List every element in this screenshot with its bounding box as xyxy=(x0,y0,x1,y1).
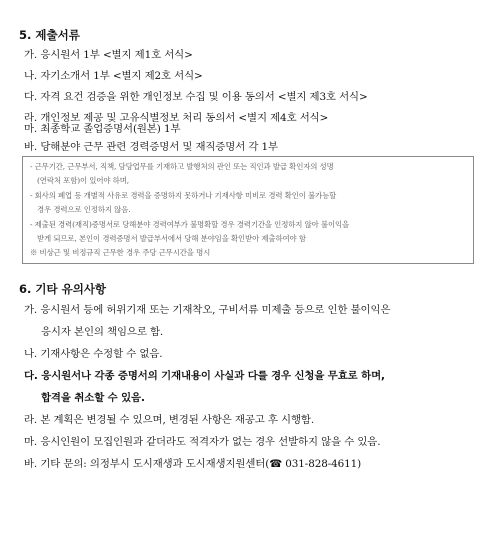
section5-heading: 5. 제출서류 xyxy=(19,28,80,42)
phone-icon: ☎ xyxy=(269,458,283,470)
note-line-2: (연락처 포함)이 있어야 하며, xyxy=(37,176,129,185)
note-line-1: - 근무기간, 근무부서, 직책, 담당업무를 기재하고 발행처의 관인 또는 직인과 발급 확인자의 성명 xyxy=(30,162,334,171)
section6-item-a-line2: 응시자 본인의 책임으로 함. xyxy=(41,326,164,338)
section5-item-d: 라. 개인정보 제공 및 고유식별정보 처리 동의서 <별지 제4호 서식> xyxy=(24,112,329,124)
section6-item-d: 라. 본 계획은 변경될 수 있으며, 변경된 사항은 재공고 후 시행함. xyxy=(24,414,315,426)
note-line-6: 받게 되므로, 본인이 경력증명서 발급부서에서 당해 분야임을 확인받아 제출하여야 함 xyxy=(37,234,306,243)
note-line-5: - 제출된 경력(재직)증명서로 당해분야 경력여부가 불명확할 경우 경력기간을 인정하지 않아 불이익을 xyxy=(30,220,350,229)
contact-phone: 031-828-4611) xyxy=(285,458,362,470)
section6-heading: 6. 기타 유의사항 xyxy=(19,282,107,296)
section6-item-e: 마. 응시인원이 모집인원과 같더라도 적격자가 없는 경우 선발하지 않을 수 있음. xyxy=(24,436,381,448)
note-line-7: ※ 비상근 및 비정규직 근무한 경우 주당 근무시간을 명시 xyxy=(30,248,211,257)
section5-item-b: 나. 자기소개서 1부 <별지 제2호 서식> xyxy=(24,70,203,82)
section6-item-b: 나. 기재사항은 수정할 수 없음. xyxy=(24,348,163,360)
section5-item-f: 바. 당해분야 근무 관련 경력증명서 및 재직증명서 각 1부 xyxy=(24,141,278,153)
section5-item-c: 다. 자격 요건 검증을 위한 개인정보 수집 및 이용 동의서 <별지 제3호 서식> xyxy=(24,91,368,103)
note-line-3: - 회사의 폐업 등 개별적 사유로 경력을 증명하지 못하거나 기재사항 미비로 경력 확인이 불가능할 xyxy=(30,191,337,200)
section6-item-f xyxy=(24,455,361,470)
section6-item-a-line1: 가. 응시원서 등에 허위기재 또는 기재착오, 구비서류 미제출 등으로 인한 불이익은 xyxy=(24,304,391,316)
section6-item-c-line1: 다. 응시원서나 각종 증명서의 기재내용이 사실과 다를 경우 신청을 무효로 하며, xyxy=(24,370,385,382)
note-line-4: 경우 경력으로 인정하지 않음. xyxy=(37,205,131,214)
contact-prefix: 바. 기타 문의: 의정부시 도시재생과 도시재생지원센터( xyxy=(24,458,270,470)
section5-item-e: 마. 최종학교 졸업증명서(원본) 1부 xyxy=(24,123,181,135)
section6-item-c-line2: 합격을 취소할 수 있음. xyxy=(41,392,145,404)
section5-item-a: 가. 응시원서 1부 <별지 제1호 서식> xyxy=(24,49,193,61)
